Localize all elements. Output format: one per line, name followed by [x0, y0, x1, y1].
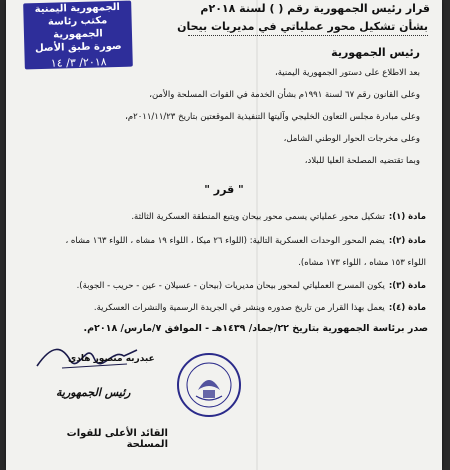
- signatory-name: عبدربه منصور هادي: [68, 354, 155, 364]
- issued-line: صدر برئاسة الجمهورية بتاريخ ٢٢/جماد/ ١٤٣٩هـ - الموافق ٧/مارس/ ٢٠١٨م.: [83, 323, 428, 334]
- preamble-item: وعلى القانون رقم ٦٧ لسنة ١٩٩١م بشأن الخدمة في القوات المسلحة والأمن،: [149, 90, 420, 100]
- office-stamp: [23, 1, 133, 70]
- stamp-date: ٢٠١٨/ ٣/ ١٤: [50, 55, 107, 70]
- article-number: مادة (٤):: [388, 303, 426, 313]
- article-text: يعمل بهذا القرار من تاريخ صدوره وينشر في الجريدة الرسمية والنشرات العسكرية.: [93, 303, 385, 313]
- preamble-item: وعلى مخرجات الحوار الوطني الشامل،: [283, 134, 420, 144]
- decree-number-line: قرار رئيس الجمهورية رقم ( ) لسنة ٢٠١٨م: [200, 2, 430, 15]
- article-text: يكون المسرح العملياتي لمحور بيحان مديريات (بيحان - عسيلان - عين - حريب - الجوبة).: [76, 281, 385, 291]
- article-3: [16, 281, 426, 291]
- preamble-item: وبما تقتضيه المصلحة العليا للبلاد،: [304, 156, 420, 166]
- article-number: مادة (١):: [388, 212, 426, 222]
- article-number: مادة (٢):: [388, 236, 426, 246]
- article-text: يضم المحور الوحدات العسكرية التالية: (اللواء ٢٦ ميكا ، اللواء ١٩ مشاه ، اللواء ١٦٣ مشاه ،: [65, 236, 385, 246]
- preamble-item: بعد الاطلاع على دستور الجمهورية اليمنية،: [274, 68, 420, 78]
- article-4: [16, 303, 426, 313]
- presidential-seal-icon: [176, 352, 242, 418]
- preamble-item: وعلى مبادرة مجلس التعاون الخليجي وآليتها التنفيذية الموقعتين بتاريخ ٢٠١١/١١/٢٣م،: [125, 112, 420, 122]
- article-text: اللواء ١٥٣ مشاه ، اللواء ١٧٣ مشاه).: [298, 258, 426, 268]
- decision-heading: " قرر ": [204, 183, 244, 196]
- article-2: [16, 236, 426, 246]
- decree-document: [6, 0, 442, 470]
- signatory-title: رئيس الجمهورية: [56, 386, 131, 399]
- stamp-line-3: صورة طبق الأصل: [34, 40, 122, 55]
- stamp-line-1: الجمهورية اليمنية: [34, 1, 121, 16]
- salutation: رئيس الجمهورية: [331, 46, 420, 59]
- signatory-rank: القائد الأعلى للقوات المسلحة: [66, 428, 168, 450]
- stamp-line-2: مكتب رئاسة الجمهورية: [47, 15, 108, 41]
- decree-subject: بشأن تشكيل محور عملياتي في مديريات بيحان: [168, 20, 428, 33]
- article-1: [16, 212, 426, 222]
- article-number: مادة (٣):: [388, 281, 426, 291]
- article-2-continued: [16, 258, 426, 268]
- signature-block: [18, 336, 168, 466]
- article-text: تشكيل محور عملياتي يسمى محور بيحان ويتبع المنطقة العسكرية الثالثة.: [131, 212, 385, 222]
